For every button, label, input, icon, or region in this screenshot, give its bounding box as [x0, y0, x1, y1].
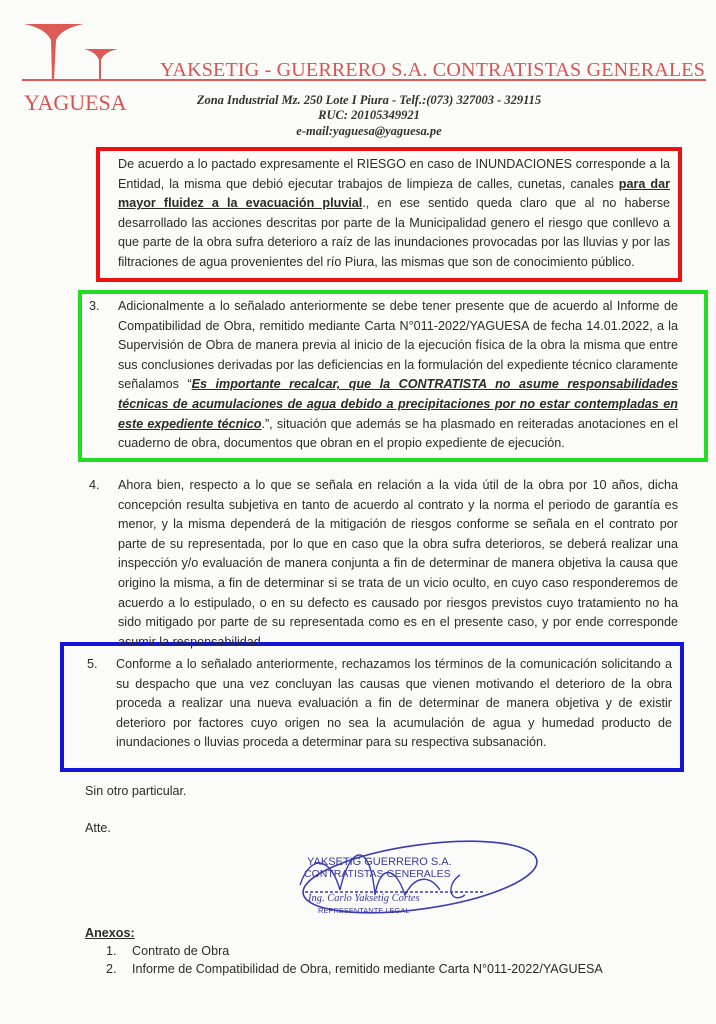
quoted-statement: Es importante recalcar, que la CONTRATISTA no asume responsabilidades técnicas de acumulaciones de agua debido a precipitaciones por no estar contempladas en este expediente técnico: [118, 377, 678, 431]
brand-name: YAGUESA: [24, 90, 127, 115]
company-ruc: RUC: 20105349921: [318, 108, 420, 122]
company-name: YAKSETIG - GUERRERO S.A. CONTRATISTAS GENERALES: [160, 59, 706, 81]
stamp-company: YAKSETIG GUERRERO S.A.: [307, 856, 452, 868]
closing-line: Sin otro particular.: [85, 784, 187, 798]
paragraph-text: ., en ese sentido queda claro que al no haberse desarrollado las acciones descritas por parte de la Municipalidad genero el riesgo que conllevo a que parte de la obra sufra deterioro a raíz de las inundaciones provocadas por las lluvias y por las filtraciones de agua provenientes del río Piura, las mismas que son de conocimiento público.: [118, 196, 671, 269]
paragraph-text: .”, situación que además se ha plasmado en reiteradas anotaciones en el cuaderno de obra, documentos que obran en el propio expediente de ejecución.: [118, 416, 678, 451]
paragraph-text: De acuerdo a lo pactado expresamente el RIESGO en caso de INUNDACIONES corresponde a la Entidad, la misma que debió ejecutar trabajos de limpieza de calles, cunetas, canales: [118, 157, 670, 191]
anexo-number: 1.: [106, 944, 117, 958]
paragraph-text: Ahora bien, respecto a lo que se señala en relación a la vida útil de la obra por 10 años, dicha concepción resulta subjetiva en tanto de acuerdo al contrato y la norma el periodo de garantía es menor, y la misma dependerá de la mitigación de riesgos conforme se señala en el contrato por parte de su representada, por lo que en caso que la obra sufra deterioros, se deberá realizar una inspección y/o evaluación de manera conjunta a fin de determinar de manera objetiva la causa que origino la misma, a fin de determinar si se trata de un vicio oculto, en cuyo caso responderemos de acuerdo a lo estipulado, o en su defecto es causado por riesgos previstos cuyo tratamiento no ha sido mitigado por parte de su representada como es en el presente caso, y por ende corresponde asumir la responsabilidad.: [118, 478, 678, 649]
company-email: e-mail:yaguesa@yaguesa.pe: [296, 124, 442, 138]
anexo-item: [106, 944, 229, 958]
anexos-title: Anexos:: [85, 926, 135, 940]
paragraph-riesgo: [118, 155, 670, 273]
stamp-role: REPRESENTANTE LEGAL: [318, 906, 410, 915]
paragraph-3: [89, 297, 678, 454]
anexo-text: Informe de Compatibilidad de Obra, remitido mediante Carta N°011-2022/YAGUESA: [132, 962, 603, 976]
paragraph-number: 5.: [87, 657, 98, 671]
paragraph-number: 4.: [89, 478, 100, 492]
anexo-text: Contrato de Obra: [132, 944, 230, 958]
paragraph-4: [89, 476, 678, 652]
anexo-item: [106, 962, 603, 976]
paragraph-5: [87, 655, 672, 753]
company-address: Zona Industrial Mz. 250 Lote I Piura - Telf.:(073) 327003 - 329115: [196, 93, 542, 107]
stamp-signer: Ing. Carlo Yaksetig Cortes: [308, 893, 420, 904]
logo-small-t: [84, 49, 118, 80]
stamp-subtitle: CONTRATISTAS GENERALES: [304, 868, 451, 880]
paragraph-text: Adicionalmente a lo señalado anteriormente se debe tener presente que de acuerdo al Informe de Compatibilidad de Obra, remitido mediante Carta N°011-2022/YAGUESA de fecha 14.01.2022, a la Supervisión de Obra de manera previa al inicio de la ejecución física de la obra la misma que entre sus conclusiones derivadas por las deficiencias en la formulación del expediente técnico claramente señalamos “: [118, 299, 678, 392]
anexo-number: 2.: [106, 962, 117, 976]
paragraph-number: 3.: [89, 299, 100, 313]
logo-large-t: [24, 24, 84, 80]
closing-atte: Atte.: [85, 821, 111, 835]
paragraph-text: Conforme a lo señalado anteriormente, rechazamos los términos de la comunicación solicitando a su despacho que una vez concluyan las causas que vienen motivando el deterioro de la obra proceda a realizar una nueva evaluación a fin de determinar de manera objetiva y de existir deterioro por factores cuyo origen no sea la acumulación de agua y humedad producto de inundaciones o lluvias proceda a determinar para su respectiva subsanación.: [116, 657, 672, 750]
underlined-phrase: para dar mayor fluidez a la evacuación pluvial: [118, 176, 671, 211]
